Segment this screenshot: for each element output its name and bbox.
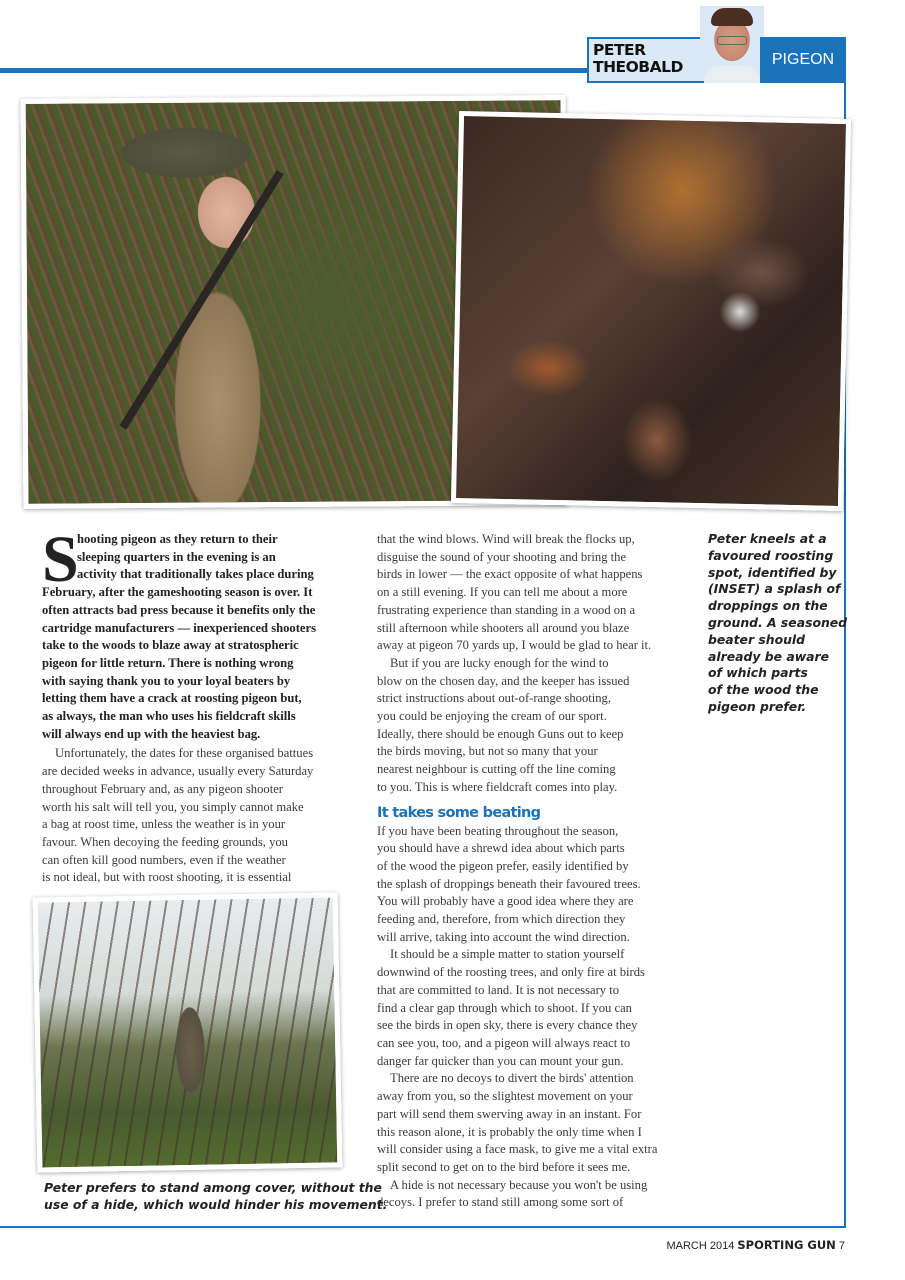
- article-column-2: [377, 531, 667, 1212]
- portrait-shirt: [704, 66, 760, 83]
- photo-inset-droppings-on-leaves: [451, 111, 851, 511]
- text-line: Unfortunately, the dates for these organised battues: [55, 746, 314, 761]
- section-label: PIGEON: [760, 37, 846, 83]
- caption-line: ground. A seasoned: [708, 614, 848, 630]
- text-line: away at pigeon 70 yards up, I would be glad to hear it.: [377, 638, 652, 653]
- text-line: away from you, so the slightest movement on your: [377, 1089, 633, 1104]
- caption-wood-photo: [44, 1180, 387, 1214]
- text-line: can often kill good numbers, even if the weather: [42, 852, 286, 867]
- header-rule: [0, 68, 592, 73]
- text-line: the birds moving, but not so many that your: [377, 744, 598, 759]
- text-line: feeding and, therefore, from which direction they: [377, 912, 626, 927]
- author-byline: [587, 37, 717, 83]
- caption-line: spot, identified by: [708, 564, 837, 580]
- text-line: that the wind blows. Wind will break the flocks up,: [377, 532, 635, 546]
- text-line: You will probably have a good idea where they are: [377, 894, 634, 909]
- paragraph: [377, 946, 667, 1070]
- paragraph: [377, 1070, 667, 1176]
- caption-line: (INSET) a splash of: [708, 581, 841, 597]
- text-line: still afternoon while shooters all around you blaze: [377, 620, 630, 635]
- paragraph: [377, 823, 667, 947]
- subheading: It takes some beating: [377, 804, 541, 821]
- text-line: February, after the gameshooting season is over. It: [42, 585, 313, 600]
- text-line: letting them have a crack at roosting pigeon but,: [42, 691, 302, 706]
- text-line: worth his salt will tell you, you simply cannot make: [42, 799, 304, 814]
- caption-line: pigeon prefer.: [708, 698, 807, 714]
- lead-paragraph: [42, 523, 332, 743]
- text-line: that are committed to land. It is not necessary to: [377, 982, 620, 997]
- caption-line: favoured roosting: [708, 547, 834, 563]
- text-line: can see you, too, and a pigeon will always react to: [377, 1035, 631, 1050]
- paragraph: [377, 1177, 667, 1212]
- issue-date: MARCH 2014: [666, 1240, 735, 1252]
- text-line: take to the woods to blaze away at stratospheric: [42, 638, 299, 653]
- text-line: split second to get on to the bird before it sees me.: [377, 1159, 631, 1174]
- text-line: often attracts bad press because it benefits only the: [42, 602, 316, 617]
- text-line: you could be enjoying the cream of our sport.: [377, 709, 607, 724]
- text-line: nearest neighbour is cutting off the line coming: [377, 762, 616, 777]
- text-line: downwind of the roosting trees, and only fire at birds: [377, 965, 645, 980]
- text-line: hooting pigeon as they return to their: [77, 532, 278, 546]
- text-line: pigeon for little return. There is nothing wrong: [42, 655, 294, 670]
- text-line: favour. When decoying the feeding grounds, you: [42, 834, 288, 849]
- text-line: blow on the chosen day, and the keeper has issued: [377, 673, 630, 688]
- text-line: strict instructions about out-of-range shooting,: [377, 691, 611, 706]
- text-line: to you. This is where fieldcraft comes into play.: [377, 779, 618, 794]
- caption-line: droppings on the: [708, 598, 828, 614]
- text-line: is not ideal, but with roost shooting, it is essential: [42, 870, 292, 885]
- page-border-bottom: [0, 1226, 846, 1228]
- portrait-glasses: [717, 36, 747, 45]
- portrait-hair: [711, 8, 753, 26]
- text-line: danger far quicker than you can mount your gun.: [377, 1053, 624, 1068]
- paragraph: [42, 745, 332, 887]
- text-line: throughout February and, as any pigeon shooter: [42, 781, 283, 796]
- magazine-name: SPORTING GUN: [737, 1238, 836, 1252]
- text-line: activity that traditionally takes place during: [77, 567, 314, 582]
- shotgun: [119, 170, 283, 430]
- caption-line: of which parts: [708, 665, 808, 681]
- text-line: cartridge manufacturers — inexperienced shooters: [42, 620, 316, 635]
- text-line: A hide is not necessary because you won't be using: [390, 1177, 648, 1192]
- text-line: There are no decoys to divert the birds' attention: [390, 1071, 634, 1086]
- author-name: [593, 42, 683, 76]
- text-line: on a still evening. If you can tell me about a more: [377, 585, 628, 600]
- text-line: will arrive, taking into account the wind direction.: [377, 929, 630, 944]
- text-line: this reason alone, it is probably the only time when I: [377, 1124, 642, 1139]
- caption-line: of the wood the: [708, 682, 819, 698]
- text-line: frustrating experience than standing in a wood on a: [377, 602, 636, 617]
- text-line: a bag at roost time, unless the weather is in your: [42, 817, 286, 832]
- text-line: Ideally, there should be enough Guns out to keep: [377, 726, 624, 741]
- caption-line: beater should: [708, 631, 806, 647]
- text-line: you should have a shrewd idea about which parts: [377, 841, 625, 856]
- caption-main-photo: [708, 531, 847, 716]
- text-line: will always end up with the heaviest bag.: [42, 726, 261, 741]
- text-line: But if you are lucky enough for the wind to: [390, 655, 609, 670]
- paragraph: [377, 655, 667, 797]
- text-line: are decided weeks in advance, usually every Saturday: [42, 764, 314, 779]
- drop-cap: S: [42, 523, 79, 596]
- text-line: part will send them swerving away in an instant. For: [377, 1106, 642, 1121]
- text-line: It should be a simple matter to station yourself: [390, 947, 625, 962]
- page-number: 7: [838, 1240, 845, 1252]
- text-line: If you have been beating throughout the season,: [377, 823, 619, 838]
- caption-line: use of a hide, which would hinder his movement.: [44, 1196, 388, 1212]
- text-line: birds in lower — the exact opposite of what happens: [377, 567, 643, 582]
- author-portrait: [700, 6, 764, 83]
- paragraph: [377, 531, 667, 655]
- text-line: disguise the sound of your shooting and bring the: [377, 549, 627, 564]
- text-line: sleeping quarters in the evening is an: [77, 549, 276, 564]
- text-line: as always, the man who uses his fieldcraft skills: [42, 709, 296, 724]
- text-line: see the birds in open sky, there is every chance they: [377, 1018, 638, 1033]
- author-last-name: THEOBALD: [593, 58, 683, 76]
- text-line: will consider using a face mask, to give me a vital extra: [377, 1142, 658, 1157]
- text-line: find a clear gap through which to shoot. If you can: [377, 1000, 632, 1015]
- text-line: with saying thank you to your loyal beaters by: [42, 673, 291, 688]
- caption-line: already be aware: [708, 648, 830, 664]
- text-line: the splash of droppings beneath their favoured trees.: [377, 876, 641, 891]
- text-line: decoys. I prefer to stand still among some sort of: [377, 1195, 624, 1210]
- caption-line: Peter prefers to stand among cover, without the: [44, 1180, 382, 1195]
- author-first-name: PETER: [593, 41, 646, 59]
- photo-man-standing-in-wood: [33, 892, 343, 1172]
- page-footer: [666, 1238, 845, 1252]
- text-line: of the wood the pigeon prefer, easily identified by: [377, 858, 629, 873]
- caption-line: Peter kneels at a: [708, 531, 827, 546]
- article-column-1: [42, 523, 332, 887]
